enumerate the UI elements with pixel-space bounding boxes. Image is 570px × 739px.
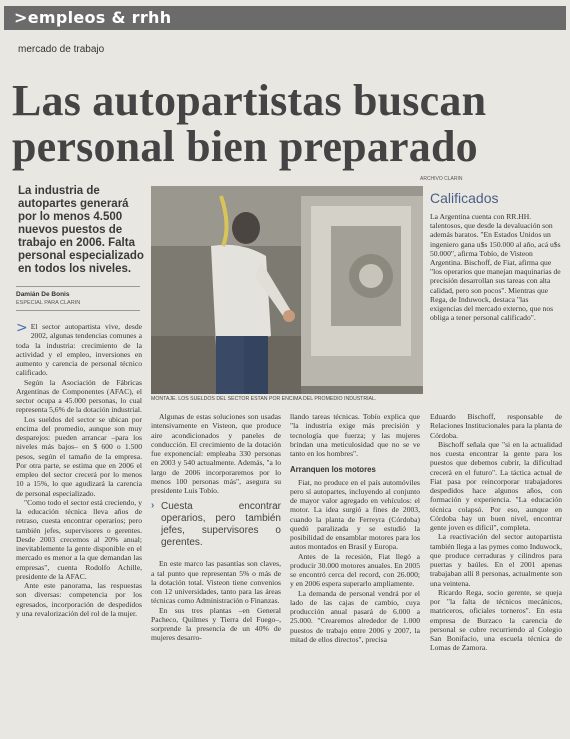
- paragraph: En este marco las pasantías son claves, a tal punto que representan 5% o más de la dotación total. Visteon tiene convenios con 12 universidades, tanto para las áreas técnicas como Administración o Finanzas.: [151, 559, 281, 606]
- sidebar-text: La Argentina cuenta con RR.HH. talentosos, que desde la devaluación son además baratos. "En Estados Unidos un ingeniero gana u$s 150.000 al año, acá u$s 50.000", afirma Tobío, de Visteon Argentina. Bischoff, de Fiat, afirma que "los operarios que manejan maquinarias de precisión desarrollan sus tareas con alta calidad, pero son pocos". Mientras que Rega, de Induwock, destaca "las exigencias del mercado externo, que nos obliga a tener personal calificado".: [430, 212, 561, 323]
- sidebar-box: [430, 190, 562, 322]
- article-photo: [151, 186, 423, 394]
- paragraph: Antes de la recesión, Fiat llegó a producir 30.000 motores anuales. En 2005 se encontró cerca del record, con 26.000; y en 2006 espera superarlo ampliamente.: [290, 551, 420, 589]
- paragraph: En sus tres plantas –en General Pacheco, Quilmes y Tierra del Fuego–, sorprende la presencia de un 40% de mujeres desarro-: [151, 605, 281, 643]
- photo-caption: MONTAJE. LOS SUELDOS DEL SECTOR ESTAN POR ENCIMA DEL PROMEDIO INDUSTRIAL.: [151, 396, 377, 402]
- paragraph: La reactivación del sector autopartista también llega a las pymes como Induwock, que produce cerraduras y cilindros para puertas y baúles. En el 2001 apenas trabajaban allí 8 personas, actualmente son una veintena.: [430, 532, 562, 588]
- photo-credit: ARCHIVO CLARIN: [420, 176, 463, 182]
- kicker: mercado de trabajo: [18, 44, 105, 55]
- pull-quote: › Cuesta encontrar operarios, pero también jefes, supervisores o gerentes.: [151, 501, 281, 549]
- headline: Las autopartistas buscan personal bien preparado: [12, 76, 487, 171]
- deck: La industria de autopartes generará por lo menos 4.500 nuevos puestos de trabajo en 2006. Falta personal especializado en todos los niveles.: [18, 185, 144, 275]
- paragraph: Los sueldos del sector se ubican por encima del promedio, aunque son muy desparejos: pueden arrancar –para los niveles más bajos– en $ 600 o 1.500 pesos, según el tamaño de la empresa. Por otra parte, se estima que en 2006 el empleo del sector crecerá por lo menos 10 a 15%, lo que agudizará la carencia de personal especializado.: [16, 414, 142, 498]
- article-column-3: [290, 412, 420, 644]
- paragraph: La demanda de personal vendrá por el lado de las cajas de cambio, cuya producción anual pasará de 6.000 a 25.000. "Crearemos alrededor de 1.000 puestos de trabajo entre 2006 y 2007, la mitad de ellos directos", precisa: [290, 588, 420, 644]
- paragraph: Fiat, no produce en el país automóviles pero sí autopartes, incluyendo al conjunto de mayor valor agregado en vehículos: el motor. La idea surgió a fines de 2003, cuando la planta de Ferreyra (Córdoba) quedó paralizada y se estudió la posibilidad de ensamblar motores para los autos montados en Brasil y Europa.: [290, 477, 420, 552]
- sidebar-title: Calificados: [430, 190, 499, 206]
- subheading: Arranquen los motores: [290, 465, 376, 475]
- paragraph: Bischoff señala que "si en la actualidad nos cuesta encontrar la gente para los puestos que debemos cubrir, la dificultad crecerá en el futuro". La táctica actual de Fiat pasa por reincorporar trabajadores despedidos hace algunos años, con formación y experiencia. "La educación técnica colapsó. Por eso, aunque en Córdoba hay un buen nivel, encontrar gente joven es difícil", completa.: [430, 439, 562, 532]
- paragraph: Según la Asociación de Fábricas Argentinas de Componentes (AFAC), el sector ocupa a 45.000 personas, lo cual representa 5,6% de la dotación industrial.: [16, 377, 142, 415]
- byline: [16, 286, 140, 311]
- paragraph: Ricardo Rega, socio gerente, se queja por "la falta de técnicos mecánicos, matriceros, oficiales torneros". En esta empresa de Burzaco la carencia de personal se cubre recurriendo al Colegio San Bonifacio, una escuela técnica de Lomas de Zamora.: [430, 587, 562, 653]
- section-title: >empleos & rrhh: [14, 8, 172, 27]
- paragraph: llando tareas técnicas. Tobío explica que "la industria exige más precisión y tecnología que fuerza; y las mujeres brindan una meticulosidad que no se ve tanto en los hombres".: [290, 412, 420, 458]
- paragraph: Ante este panorama, las respuestas son diversas: competencia por los egresados, incorporación de despedidos y una revalorización del rol de la mujer.: [16, 581, 142, 618]
- article-column-1: [16, 322, 142, 618]
- article-column-4: [430, 412, 562, 653]
- byline-author: Damián De Bonis: [16, 291, 70, 298]
- section-header: [4, 6, 566, 30]
- chevron-right-icon: >: [16, 320, 28, 336]
- paragraph: "Como todo el sector está creciendo, y la educación técnica lleva años de retraso, cuesta encontrar operarios; pero también jefes, supervisores o gerentes. Desde 2003 crecemos al 20% anual; inevitablemente la gente disponible en el mercado es menor a la que demandan las empresas", cuenta Rodolfo Achille, presidente de la AFAC.: [16, 497, 142, 581]
- paragraph: Eduardo Bischoff, responsable de Relaciones Institucionales para la planta de Córdoba.: [430, 412, 562, 440]
- article-column-2: [151, 412, 281, 643]
- byline-role: ESPECIAL PARA CLARIN: [16, 300, 81, 306]
- factory-worker-image: [151, 186, 423, 394]
- paragraph: > El sector autopartista vive, desde 2002, algunas tendencias comunes a toda la industria: crecimiento de la actividad y el empleo, inversiones en aumento y carencia de personal técnico calificado.: [16, 320, 142, 378]
- paragraph: Algunas de estas soluciones son usadas intensivamente en Visteon, que produce aire acondicionados y paneles de conducción. El crecimiento de la dotación fue exponencial: empleaba 330 personas en 2003 y 540 actualmente. Además, "a lo largo de 2006 incorporaremos por lo menos 100 personas más", asegura su presidente Luis Tobío.: [151, 412, 281, 495]
